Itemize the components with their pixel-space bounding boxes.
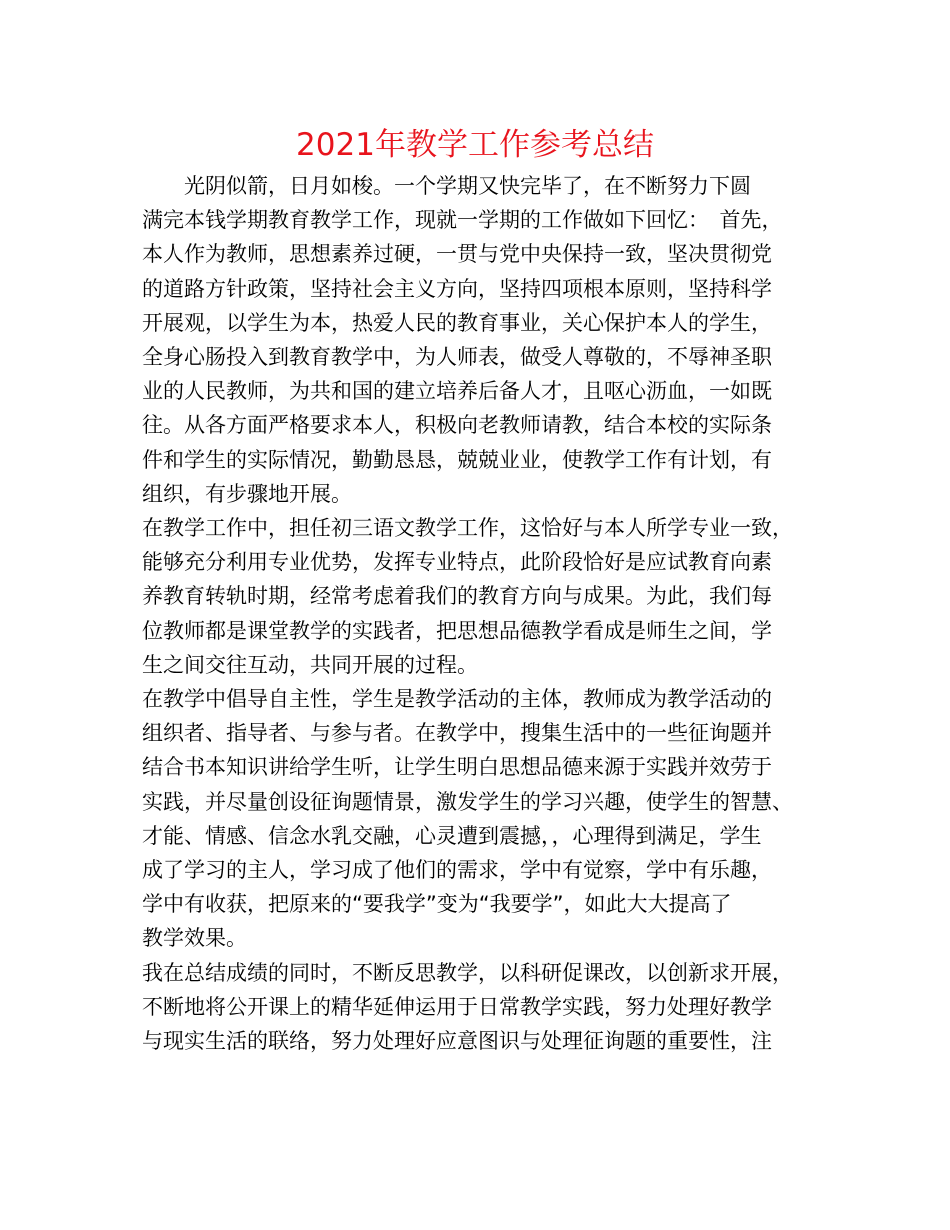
body-text-line: 满完本钱学期教育教学工作，现就一学期的工作做如下回忆： 首先， — [142, 208, 783, 233]
body-text-line: 位教师都是课堂教学的实践者，把思想品德教学看成是师生之间，学 — [142, 618, 772, 643]
body-text-line: 结合书本知识讲给学生听，让学生明白思想品德来源于实践并效劳于 — [142, 755, 772, 780]
body-text-line: 本人作为教师，思想素养过硬，一贯与党中央保持一致，坚决贯彻党 — [142, 242, 772, 267]
body-text-line: 组织者、指导者、与参与者。在教学中，搜集生活中的一些征询题并 — [142, 721, 772, 746]
body-text-line: 教学效果。 — [142, 926, 247, 951]
body-text-line: 往。从各方面严格要求本人，积极向老教师请教，结合本校的实际条 — [142, 413, 772, 438]
body-text-line: 成了学习的主人，学习成了他们的需求，学中有觉察，学中有乐趣， — [142, 858, 772, 882]
body-text-line: 不断地将公开课上的精华延伸运用于日常教学实践，努力处理好教学 — [142, 994, 772, 1019]
body-text-line: 我在总结成绩的同时，不断反思教学，以科研促课改，以创新求开展， — [142, 960, 793, 985]
body-text-line: 光阴似箭，日月如梭。一个学期又快完毕了，在不断努力下圆 — [142, 174, 751, 198]
body-text-line: 能够充分利用专业优势，发挥专业特点，此阶段恰好是应试教育向素 — [142, 550, 772, 575]
body-text-line: 在教学中倡导自主性，学生是教学活动的主体，教师成为教学活动的 — [142, 687, 772, 711]
body-text-line: 学中有收获，把原来的“要我学”变为“我要学”，如此大大提高了 — [142, 892, 732, 917]
body-text-line: 生之间交往互动，共同开展的过程。 — [142, 652, 478, 677]
body-text-line: 在教学工作中，担任初三语文教学工作，这恰好与本人所学专业一致， — [142, 516, 793, 540]
body-text-line: 业的人民教师，为共和国的建立培养后备人才，且呕心沥血，一如既 — [142, 379, 772, 404]
body-text-line: 组织，有步骤地开展。 — [142, 481, 352, 506]
document-title: 2021年教学工作参考总结 — [296, 127, 654, 163]
body-text-line: 全身心肠投入到教育教学中，为人师表，做受人尊敬的，不辱神圣职 — [142, 345, 772, 369]
body-text-line: 件和学生的实际情况，勤勤恳恳，兢兢业业，使教学工作有计划，有 — [142, 447, 772, 472]
body-text-line: 养教育转轨时期，经常考虑着我们的教育方向与成果。为此，我们每 — [142, 584, 772, 609]
body-text-line: 与现实生活的联络，努力处理好应意图识与处理征询题的重要性，注 — [142, 1029, 772, 1053]
body-text-line: 的道路方针政策，坚持社会主义方向，坚持四项根本原则，坚持科学 — [142, 276, 772, 301]
body-text-line: 实践，并尽量创设征询题情景，激发学生的学习兴趣，使学生的智慧、 — [142, 789, 793, 814]
body-text-line: 开展观，以学生为本，热爱人民的教育事业，关心保护本人的学生， — [142, 310, 772, 335]
body-text-line: 才能、情感、信念水乳交融，心灵遭到震撼，，心理得到满足，学生 — [142, 823, 762, 848]
